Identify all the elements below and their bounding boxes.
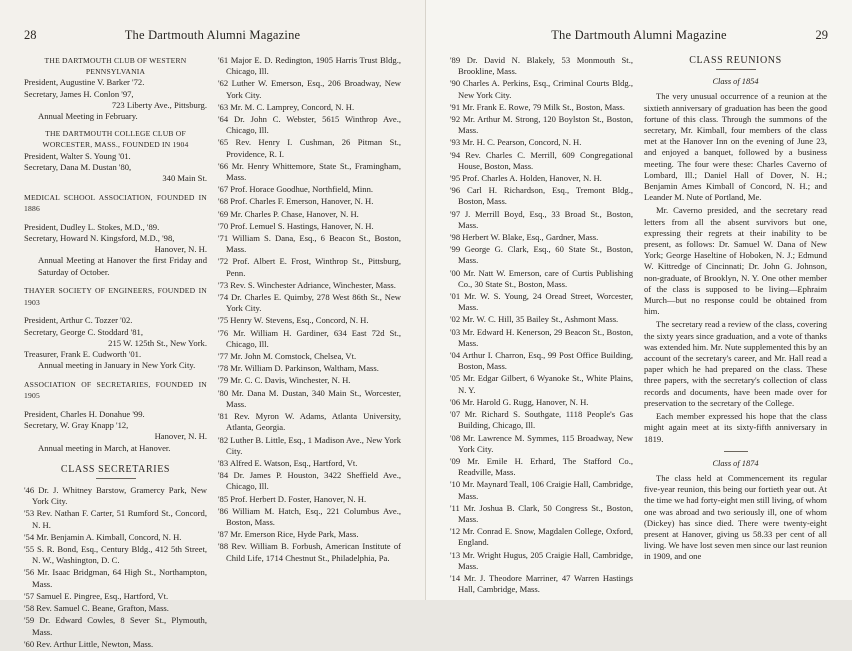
club-line: President, Walter S. Young '01. [24, 150, 131, 161]
secretary-entry: '75 Henry W. Stevens, Esq., Concord, N. H. [218, 315, 369, 326]
secretary-entry: '59 Dr. Edward Cowles, 8 Sever St., Plymouth, Mass. [24, 615, 207, 637]
reunion-paragraph: Each member expressed his hope that the class might again meet at its sixty-fifth anniversary in 1819. [644, 411, 827, 444]
right-column-2 [644, 55, 827, 565]
class-1854-heading: Class of 1854 [712, 77, 759, 87]
club-name: THE DARTMOUTH CLUB OF WESTERN PENNSYLVANIA [44, 56, 187, 77]
secretary-entry: '57 Samuel E. Pingree, Esq., Hartford, Vt. [24, 590, 169, 601]
right-page-header [450, 28, 828, 42]
secretary-entry: '73 Rev. S. Winchester Adriance, Winchester, Mass. [218, 279, 396, 290]
secretary-entry: '05 Mr. Edgar Gilbert, 6 Wyanoke St., White Plains, N. Y. [450, 373, 633, 395]
club-line: President, Augustine V. Barker '72. [24, 77, 145, 88]
page-number: 28 [24, 28, 37, 42]
reunion-paragraph: The secretary read a review of the class, covering the sixty years since graduation, and a vote of thanks was extended him. Mr. Nute supplemented this by an account of the secretary's career, and Mr. Hall read a paper which he had prepared on the class. These three papers, with the secretary's collection of class records and documents, have been made over for preservation to the secretary of the College. [644, 319, 827, 408]
secretary-entry: '46 Dr. J. Whitney Barstow, Gramercy Park, New York City. [24, 485, 207, 507]
club-line: Secretary, Howard N. Kingsford, M.D., '98, [24, 233, 175, 244]
left-column-1 [24, 55, 207, 651]
secretary-entry: '80 Mr. Dana M. Dustan, 340 Main St., Worcester, Mass. [218, 387, 401, 409]
secretary-entry: '07 Mr. Richard S. Southgate, 1118 People's Gas Building, Chicago, Ill. [450, 409, 633, 431]
secretaries-list-left-1 [24, 485, 207, 650]
secretary-entry: '58 Rev. Samuel C. Beane, Grafton, Mass. [24, 603, 169, 614]
right-page [426, 0, 852, 600]
secretary-entry: '12 Mr. Conrad E. Snow, Magdalen College, Oxford, England. [450, 526, 633, 548]
secretary-entry: '70 Prof. Lemuel S. Hastings, Hanover, N. H. [218, 220, 374, 231]
club-line: Secretary, George C. Stoddard '81, [24, 326, 143, 337]
club-line: Annual Meeting in February. [38, 111, 138, 122]
class-reunions-heading: CLASS REUNIONS [689, 55, 782, 66]
secretary-entry: '93 Mr. H. C. Pearson, Concord, N. H. [450, 137, 582, 148]
club-line: Secretary, Dana M. Dustan '80, [24, 161, 132, 172]
secretary-entry: '61 Major E. D. Redington, 1905 Harris Trust Bldg., Chicago, Ill. [218, 55, 401, 77]
secretary-entry: '99 George G. Clark, Esq., 60 State St., Boston, Mass. [450, 244, 633, 266]
club-block [24, 128, 207, 184]
secretary-entry: '74 Dr. Charles E. Quimby, 278 West 86th St., New York City. [218, 292, 401, 314]
secretary-entry: '72 Prof. Albert E. Frost, Winthrop St., Pittsburg, Penn. [218, 256, 401, 278]
secretary-entry: '06 Mr. Harold G. Rugg, Hanover, N. H. [450, 396, 589, 407]
secretary-entry: '71 William S. Dana, Esq., 6 Beacon St., Boston, Mass. [218, 233, 401, 255]
secretary-entry: '89 Dr. David N. Blakely, 53 Monmouth St., Brookline, Mass. [450, 55, 633, 77]
club-line: President, Charles H. Donahue '99. [24, 409, 145, 420]
club-line: 340 Main St. [162, 173, 207, 184]
class-secretaries-heading: CLASS SECRETARIES [60, 463, 171, 475]
secretary-entry: '62 Luther W. Emerson, Esq., 206 Broadway, New York City. [218, 78, 401, 100]
secretary-entry: '88 Rev. William B. Forbush, American Institute of Child Life, 1714 Chestnut St., Philadelphia, Pa. [218, 541, 401, 563]
secretary-entry: '09 Mr. Emile H. Erhard, The Stafford Co., Readville, Mass. [450, 455, 633, 478]
secretary-entry: '95 Prof. Charles A. Holden, Hanover, N. H. [450, 173, 602, 184]
secretary-entry: '08 Mr. Lawrence M. Symmes, 115 Broadway, New York City. [450, 432, 633, 454]
secretary-entry: '65 Rev. Henry I. Cushman, 26 Pitman St., Providence, R. I. [218, 137, 401, 159]
club-line: Hanover, N. H. [154, 431, 207, 442]
reunion-paragraph: The class held at Commencement its regular five-year reunion, this being our fortieth year out. At the time we had forty-eight men still living, of whom one was abroad and two seriously ill, one of whom (Dickey) has since died. There were twenty-eight present at Hanover, giving us 58.33 per cent of all living. We have lost seven men since our last reunion in 1909, and one [644, 472, 827, 562]
secretary-entry: '78 Mr. William D. Parkinson, Waltham, Mass. [218, 363, 379, 374]
secretary-entry: '94 Rev. Charles C. Merrill, 609 Congregational House, Boston, Mass. [450, 149, 633, 171]
secretary-entry: '53 Rev. Nathan F. Carter, 51 Rumford St., Concord, N. H. [24, 508, 207, 530]
club-line: Annual Meeting at Hanover the first Friday and Saturday of October. [38, 255, 207, 277]
club-name: THE DARTMOUTH COLLEGE CLUB OF WORCESTER, MASS., FOUNDED IN 1904 [42, 129, 189, 150]
club-line: Secretary, James H. Conlon '97, [24, 88, 134, 99]
secretary-entry: '82 Luther B. Little, Esq., 1 Madison Ave., New York City. [218, 434, 401, 456]
secretary-entry: '81 Rev. Myron W. Adams, Atlanta University, Atlanta, Georgia. [218, 411, 401, 433]
secretary-entry: '79 Mr. C. C. Davis, Winchester, N. H. [218, 375, 351, 386]
secretary-entry: '96 Carl H. Richardson, Esq., Tremont Bldg., Boston, Mass. [450, 185, 633, 207]
club-block [24, 379, 207, 454]
secretary-entry: '64 Dr. John C. Webster, 5615 Winthrop Ave., Chicago, Ill. [218, 114, 401, 136]
running-head: The Dartmouth Alumni Magazine [124, 28, 301, 42]
right-column-1 [450, 55, 633, 596]
class-1874-heading: Class of 1874 [712, 458, 759, 468]
club-line: President, Dudley L. Stokes, M.D., '89. [24, 221, 160, 232]
club-line: Annual meeting in March, at Hanover. [38, 442, 171, 453]
secretary-entry: '04 Arthur I. Charron, Esq., 99 Post Office Building, Boston, Mass. [450, 350, 633, 372]
page-number: 29 [815, 28, 828, 42]
secretary-entry: '76 Mr. William H. Gardiner, 634 East 72d St., Chicago, Ill. [218, 327, 401, 349]
secretary-entry: '11 Mr. Joshua B. Clark, 50 Congress St., Boston, Mass. [450, 502, 633, 524]
club-line: 215 W. 125th St., New York. [108, 337, 207, 348]
secretary-entry: '91 Mr. Frank E. Rowe, 79 Milk St., Boston, Mass. [450, 101, 625, 112]
secretary-entry: '84 Dr. James P. Houston, 3422 Sheffield Ave., Chicago, Ill. [218, 470, 401, 492]
club-block [24, 285, 207, 371]
section-divider [724, 451, 748, 452]
secretary-entry: '56 Mr. Isaac Bridgman, 64 High St., Northampton, Mass. [24, 567, 207, 589]
secretary-entry: '83 Alfred E. Watson, Esq., Hartford, Vt. [218, 457, 358, 468]
running-head: The Dartmouth Alumni Magazine [551, 28, 727, 42]
secretary-entry: '02 Mr. W. C. Hill, 35 Bailey St., Ashmont Mass. [450, 314, 619, 325]
secretary-entry: '03 Mr. Edward H. Kenerson, 29 Beacon St., Boston, Mass. [450, 326, 633, 348]
club-name: MEDICAL SCHOOL ASSOCIATION, FOUNDED IN 1886 [24, 192, 207, 214]
secretary-entry: '01 Mr. W. S. Young, 24 Oread Street, Worcester, Mass. [450, 291, 633, 313]
secretary-entry: '90 Charles A. Perkins, Esq., Criminal Courts Bldg., New York City. [450, 78, 633, 100]
club-line: Annual meeting in January in New York City. [38, 360, 196, 371]
reunion-paragraph: The very unusual occurrence of a reunion at the sixtieth anniversary of graduation has been the good fortune of this class. Through the summons of the secretary, Mr. Kimball, four members of the class met at the Hanover Inn on the evening of June 23, and enjoyed a banquet, followed by a business meeting. The four were these: Charles Caverno of Lombard, Ill.; Daniel Hall of Dover, N. H.; Benjamin Ames Kimball of Concord, N. H.; and Leander M. Nute of Portland, Me. [644, 91, 827, 203]
left-page-header [24, 28, 401, 42]
club-name: ASSOCIATION OF SECRETARIES, FOUNDED IN 1905 [24, 380, 207, 401]
secretary-entry: '14 Mr. J. Theodore Marriner, 47 Warren Hastings Hall, Cambridge, Mass. [450, 572, 633, 595]
heading-rule [96, 478, 136, 479]
secretary-entry: '60 Rev. Arthur Little, Newton, Mass. [24, 638, 154, 649]
secretary-entry: '67 Prof. Horace Goodhue, Northfield, Minn. [218, 184, 374, 195]
secretary-entry: '86 William M. Hatch, Esq., 221 Columbus Ave., Boston, Mass. [218, 505, 401, 527]
secretary-entry: '97 J. Merrill Boyd, Esq., 33 Broad St., Boston, Mass. [450, 208, 633, 230]
left-column-2 [218, 55, 401, 565]
club-line: Hanover, N. H. [154, 244, 207, 255]
secretary-entry: '68 Prof. Charles F. Emerson, Hanover, N. H. [218, 196, 374, 207]
secretary-entry: '54 Mr. Benjamin A. Kimball, Concord, N. H. [24, 531, 182, 542]
club-block [24, 192, 207, 278]
club-line: President, Arthur C. Tozzer '02. [24, 315, 133, 326]
club-line: Secretary, W. Gray Knapp '12, [24, 420, 129, 431]
left-page [0, 0, 426, 649]
secretary-entry: '92 Mr. Arthur M. Strong, 120 Boylston St., Boston, Mass. [450, 114, 633, 136]
secretary-entry: '55 S. R. Bond, Esq., Century Bldg., 412 5th Street, N. W., Washington, D. C. [24, 544, 207, 566]
secretary-entry: '00 Mr. Natt W. Emerson, care of Curtis Publishing Co., 30 State St., Boston, Mass. [450, 267, 633, 289]
secretary-entry: '85 Prof. Herbert D. Foster, Hanover, N. H. [218, 493, 367, 504]
secretary-entry: '98 Herbert W. Blake, Esq., Gardner, Mass. [450, 232, 599, 243]
secretary-entry: '10 Mr. Maynard Teall, 106 Craigie Hall, Cambridge, Mass. [450, 479, 633, 501]
secretary-entry: '87 Mr. Emerson Rice, Hyde Park, Mass. [218, 529, 359, 540]
reunion-paragraph: Mr. Caverno presided, and the secretary read letters from all the absent survivors but one, expressing their regrets at their inability to be present, as follows: Dr. Samuel W. Dana of New York; George Haseltine of Hoboken, N. J.; Edmund W. Kittredge of Cincinnati; Dr. John G. Johnson, non-graduate, of Brooklyn, N. Y. One other member of the class is supposed to be living—Ephraim Murch—but no response could be obtained from him. [644, 205, 827, 317]
secretary-entry: '63 Mr. M. C. Lamprey, Concord, N. H. [218, 101, 355, 112]
club-line: Treasurer, Frank E. Cudworth '01. [24, 349, 142, 360]
heading-rule [716, 69, 756, 70]
secretary-entry: '66 Mr. Henry Whittemore, State St., Framingham, Mass. [218, 160, 401, 183]
secretary-entry: '69 Mr. Charles P. Chase, Hanover, N. H. [218, 208, 359, 219]
club-block [24, 55, 207, 122]
secretary-entry: '13 Mr. Wright Hugus, 205 Craigie Hall, Cambridge, Mass. [450, 549, 633, 571]
secretary-entry: '77 Mr. John M. Comstock, Chelsea, Vt. [218, 351, 357, 362]
club-name: THAYER SOCIETY OF ENGINEERS, FOUNDED IN 1903 [24, 286, 207, 307]
club-line: 723 Liberty Ave., Pittsburg. [111, 99, 207, 110]
